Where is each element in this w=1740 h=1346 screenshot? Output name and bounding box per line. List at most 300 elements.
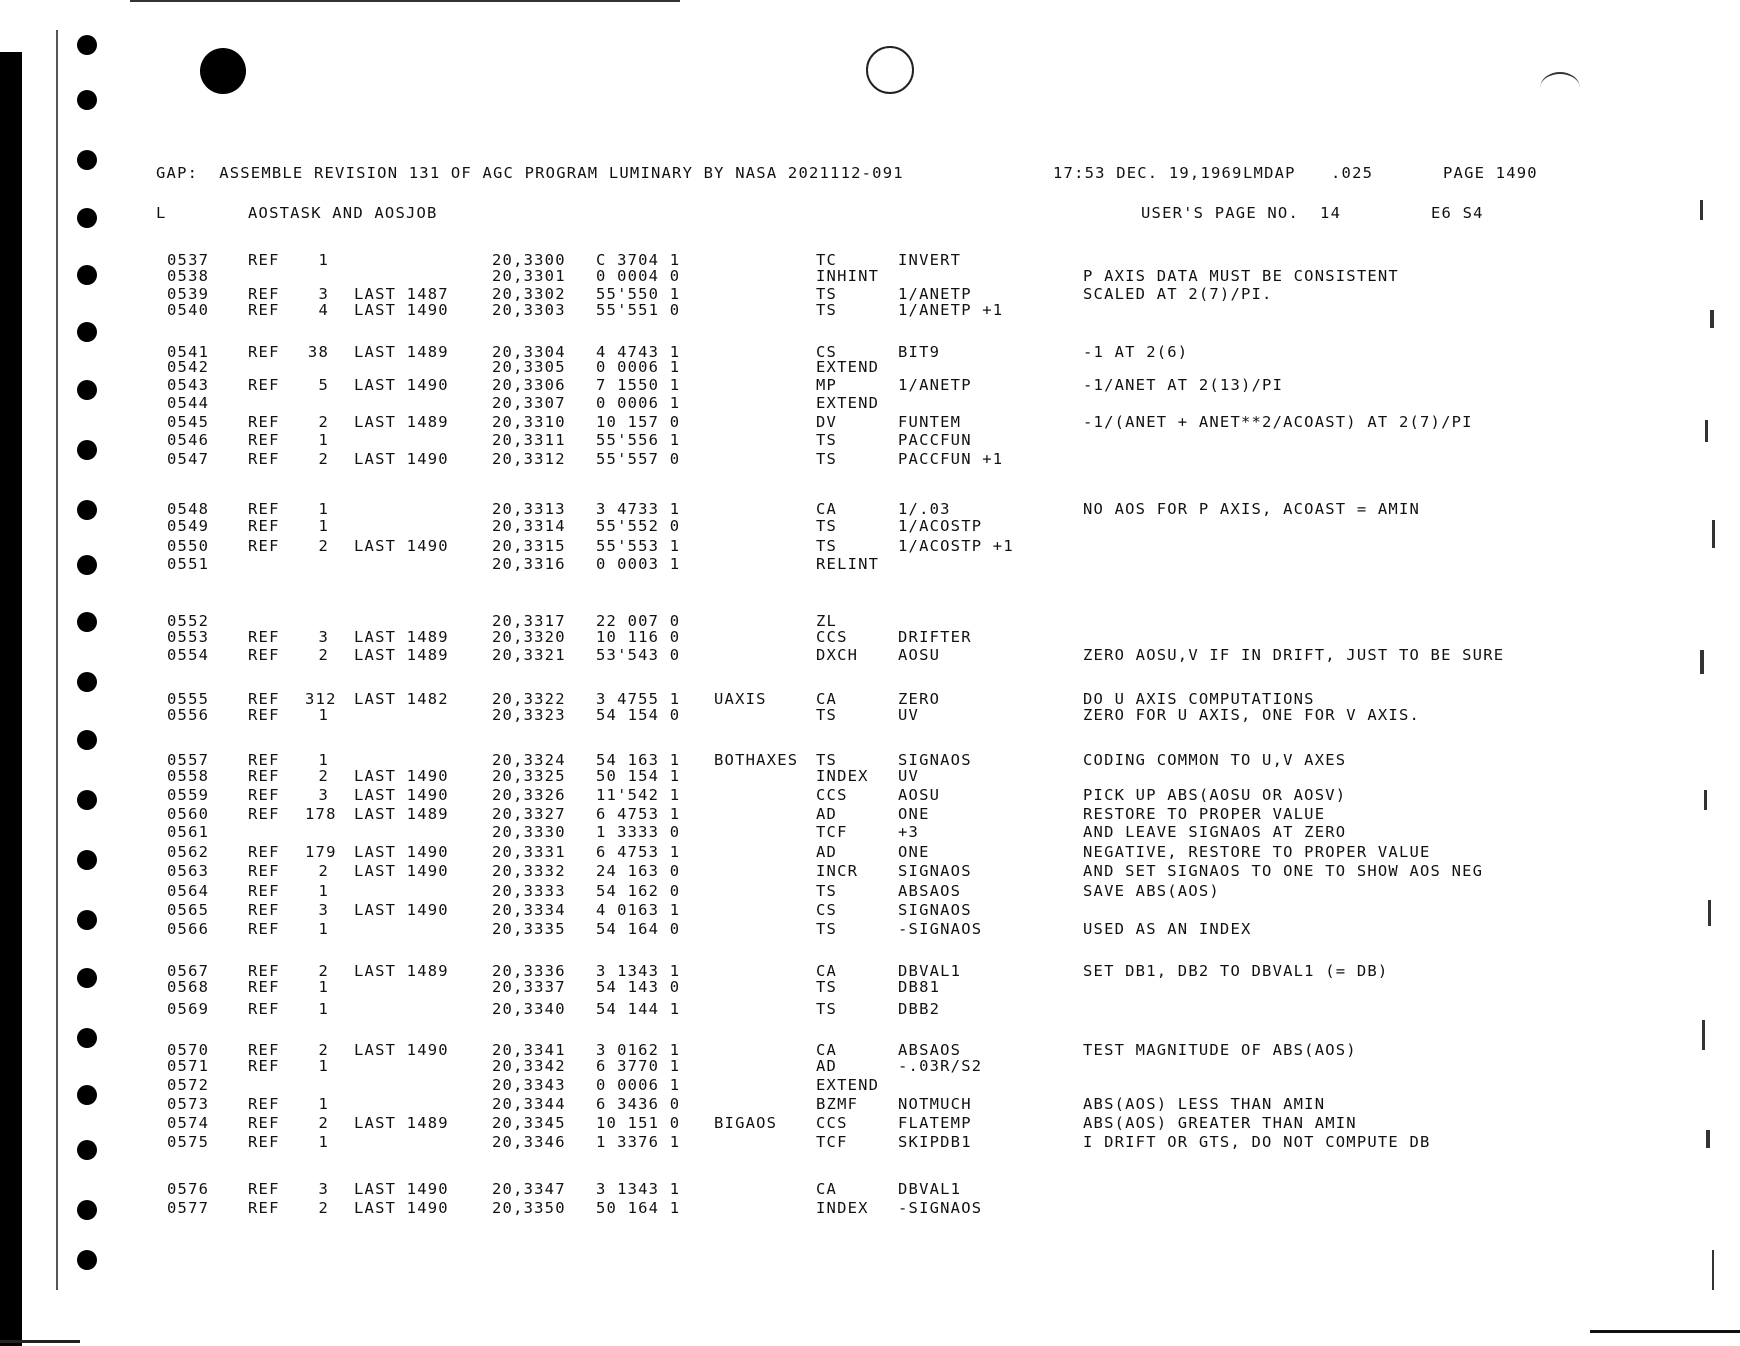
opcode: TS [816,706,838,724]
line-number: 0552 [167,612,210,630]
opcode: MP [816,376,838,394]
opcode: TS [816,751,838,769]
ref-count: 2 [318,450,329,468]
line-number: 0548 [167,500,210,518]
octal-code: 6 3436 0 [596,1095,681,1113]
line-number: 0544 [167,394,210,412]
listing-row [0,1180,1740,1198]
listing-row [0,1199,1740,1217]
operand: 1/ANETP [898,376,972,394]
octal-code: 6 4753 1 [596,843,681,861]
operand: DRIFTER [898,628,972,646]
line-number: 0543 [167,376,210,394]
address: 20,3320 [492,628,566,646]
octal-code: 3 1343 1 [596,1180,681,1198]
line-number: 0571 [167,1057,210,1075]
operand: BIT9 [898,343,941,361]
opcode: CS [816,343,838,361]
address: 20,3321 [492,646,566,664]
line-number: 0577 [167,1199,210,1217]
sheet-code: E6 S4 [1431,204,1484,222]
ref-tag: REF [248,751,280,769]
feed-hole [77,208,97,228]
ref-count: 4 [318,301,329,319]
line-number: 0554 [167,646,210,664]
opcode: DXCH [816,646,859,664]
address: 20,3316 [492,555,566,573]
octal-code: 22 007 0 [596,612,681,630]
ref-count: 5 [318,376,329,394]
line-number: 0550 [167,537,210,555]
ref-count: 1 [318,500,329,518]
last-page: LAST 1489 [354,962,449,980]
comment: P AXIS DATA MUST BE CONSISTENT [1083,267,1399,285]
comment: DO U AXIS COMPUTATIONS [1083,690,1315,708]
ref-count: 1 [318,1000,329,1018]
feed-hole [77,730,97,750]
ref-tag: REF [248,1095,280,1113]
ref-count: 1 [318,706,329,724]
address: 20,3315 [492,537,566,555]
top-rule [130,0,680,2]
ref-tag: REF [248,431,280,449]
octal-code: 54 163 1 [596,751,681,769]
listing-row [0,628,1740,646]
operand: +3 [898,823,920,841]
ref-tag: REF [248,1199,280,1217]
address: 20,3330 [492,823,566,841]
ref-tag: REF [248,450,280,468]
octal-code: 50 154 1 [596,767,681,785]
octal-code: 6 3770 1 [596,1057,681,1075]
listing-row [0,537,1740,555]
opcode: INCR [816,862,859,880]
ref-count: 1 [318,251,329,269]
operand: -SIGNAOS [898,1199,983,1217]
line-number: 0537 [167,251,210,269]
line-number: 0545 [167,413,210,431]
address: 20,3304 [492,343,566,361]
operand: ONE [898,843,930,861]
line-number: 0539 [167,285,210,303]
address: 20,3346 [492,1133,566,1151]
listing-row [0,805,1740,823]
scan-speck [1712,1250,1714,1290]
scan-speck [1700,200,1703,220]
opcode: TS [816,301,838,319]
comment: SAVE ABS(AOS) [1083,882,1220,900]
operand: SIGNAOS [898,751,972,769]
address: 20,3310 [492,413,566,431]
operand: FUNTEM [898,413,962,431]
operand: 1/ACOSTP [898,517,983,535]
address: 20,3336 [492,962,566,980]
operand: DBVAL1 [898,1180,962,1198]
line-number: 0551 [167,555,210,573]
last-page: LAST 1490 [354,1180,449,1198]
address: 20,3307 [492,394,566,412]
last-page: LAST 1490 [354,450,449,468]
operand: SIGNAOS [898,901,972,919]
address: 20,3327 [492,805,566,823]
address: 20,3344 [492,1095,566,1113]
listing-row [0,1095,1740,1113]
address: 20,3332 [492,862,566,880]
comment: I DRIFT OR GTS, DO NOT COMPUTE DB [1083,1133,1431,1151]
octal-code: 24 163 0 [596,862,681,880]
ref-count: 38 [307,343,329,361]
punch-hole-large [200,48,246,94]
line-number: 0569 [167,1000,210,1018]
ref-count: 2 [318,1114,329,1132]
line-number: 0570 [167,1041,210,1059]
ref-tag: REF [248,646,280,664]
ref-count: 2 [318,537,329,555]
ref-count: 1 [318,978,329,996]
ref-tag: REF [248,301,280,319]
operand: 1/ACOSTP +1 [898,537,1014,555]
ref-tag: REF [248,920,280,938]
octal-code: 53'543 0 [596,646,681,664]
ref-count: 2 [318,646,329,664]
octal-code: 4 0163 1 [596,901,681,919]
opcode: CA [816,962,838,980]
address: 20,3342 [492,1057,566,1075]
listing-row [0,394,1740,412]
ref-tag: REF [248,862,280,880]
address: 20,3325 [492,767,566,785]
listing-row [0,431,1740,449]
operand: ABSAOS [898,1041,962,1059]
last-page: LAST 1490 [354,767,449,785]
last-page: LAST 1490 [354,537,449,555]
operand: AOSU [898,646,941,664]
octal-code: 10 151 0 [596,1114,681,1132]
octal-code: 55'557 0 [596,450,681,468]
ref-tag: REF [248,1057,280,1075]
octal-code: 10 157 0 [596,413,681,431]
listing-row [0,500,1740,518]
opcode: CA [816,1041,838,1059]
opcode: EXTEND [816,1076,880,1094]
line-number: 0556 [167,706,210,724]
opcode: CCS [816,1114,848,1132]
octal-code: 3 0162 1 [596,1041,681,1059]
operand: PACCFUN [898,431,972,449]
opcode: TS [816,517,838,535]
last-page: LAST 1482 [354,690,449,708]
opcode: TCF [816,823,848,841]
opcode: RELINT [816,555,880,573]
opcode: DV [816,413,838,431]
opcode: TC [816,251,838,269]
opcode: CA [816,500,838,518]
listing-row [0,358,1740,376]
ref-count: 1 [318,1057,329,1075]
address: 20,3305 [492,358,566,376]
scan-mark-arc [1540,72,1580,104]
listing-row [0,767,1740,785]
ref-count: 3 [318,628,329,646]
octal-code: 55'552 0 [596,517,681,535]
ref-tag: REF [248,251,280,269]
listing-row [0,882,1740,900]
octal-code: 55'551 0 [596,301,681,319]
octal-code: 1 3376 1 [596,1133,681,1151]
ref-tag: REF [248,805,280,823]
address: 20,3323 [492,706,566,724]
version-tag: .025 [1331,164,1374,182]
address: 20,3312 [492,450,566,468]
octal-code: 0 0003 1 [596,555,681,573]
ref-tag: REF [248,285,280,303]
octal-code: 10 116 0 [596,628,681,646]
feed-hole [77,322,97,342]
opcode: CS [816,901,838,919]
ref-tag: REF [248,1114,280,1132]
ref-tag: REF [248,1133,280,1151]
opcode: ZL [816,612,838,630]
comment: USED AS AN INDEX [1083,920,1252,938]
ref-count: 2 [318,862,329,880]
ref-count: 1 [318,920,329,938]
address: 20,3313 [492,500,566,518]
line-number: 0559 [167,786,210,804]
last-page: LAST 1490 [354,376,449,394]
line-number: 0541 [167,343,210,361]
listing-row [0,1114,1740,1132]
comment: SCALED AT 2(7)/PI. [1083,285,1273,303]
octal-code: 3 4755 1 [596,690,681,708]
line-number: 0562 [167,843,210,861]
ref-count: 1 [318,882,329,900]
opcode: TS [816,450,838,468]
octal-code: C 3704 1 [596,251,681,269]
address: 20,3306 [492,376,566,394]
octal-code: 54 143 0 [596,978,681,996]
last-page: LAST 1490 [354,843,449,861]
last-page: LAST 1489 [354,628,449,646]
comment: -1/(ANET + ANET**2/ACOAST) AT 2(7)/PI [1083,413,1473,431]
octal-code: 54 164 0 [596,920,681,938]
operand: UV [898,767,920,785]
listing-row [0,920,1740,938]
ref-tag: REF [248,882,280,900]
ref-tag: REF [248,786,280,804]
opcode: AD [816,843,838,861]
ref-count: 1 [318,751,329,769]
opcode: TS [816,920,838,938]
last-page: LAST 1490 [354,901,449,919]
last-page: LAST 1489 [354,646,449,664]
line-number: 0557 [167,751,210,769]
comment: TEST MAGNITUDE OF ABS(AOS) [1083,1041,1357,1059]
opcode: EXTEND [816,358,880,376]
octal-code: 55'550 1 [596,285,681,303]
ref-count: 3 [318,285,329,303]
operand: DBB2 [898,1000,941,1018]
opcode: AD [816,805,838,823]
operand: PACCFUN +1 [898,450,1004,468]
line-number: 0563 [167,862,210,880]
octal-code: 3 1343 1 [596,962,681,980]
ref-tag: REF [248,901,280,919]
comment: ZERO AOSU,V IF IN DRIFT, JUST TO BE SURE [1083,646,1505,664]
listing-row [0,843,1740,861]
listing-row [0,376,1740,394]
listing-row [0,786,1740,804]
ref-tag: REF [248,690,280,708]
users-page: USER'S PAGE NO. 14 [1141,204,1342,222]
line-number: 0549 [167,517,210,535]
address: 20,3337 [492,978,566,996]
octal-code: 7 1550 1 [596,376,681,394]
bottom-rule-left [0,1340,80,1343]
operand: 1/.03 [898,500,951,518]
listing-row [0,978,1740,996]
octal-code: 4 4743 1 [596,343,681,361]
feed-hole [77,35,97,55]
comment: AND SET SIGNAOS TO ONE TO SHOW AOS NEG [1083,862,1484,880]
listing-row [0,901,1740,919]
ref-count: 178 [305,805,337,823]
ref-count: 1 [318,1095,329,1113]
ref-tag: REF [248,500,280,518]
line-number: 0572 [167,1076,210,1094]
ref-count: 312 [305,690,337,708]
listing-row [0,517,1740,535]
address: 20,3326 [492,786,566,804]
ref-tag: REF [248,962,280,980]
ref-count: 1 [318,431,329,449]
octal-code: 50 164 1 [596,1199,681,1217]
ref-count: 2 [318,1199,329,1217]
symbol-label: UAXIS [714,690,767,708]
punch-hole-outline [866,46,914,94]
ref-count: 2 [318,962,329,980]
line-number: 0542 [167,358,210,376]
octal-code: 0 0004 0 [596,267,681,285]
ref-count: 1 [318,517,329,535]
line-number: 0564 [167,882,210,900]
line-number: 0568 [167,978,210,996]
symbol-label: BOTHAXES [714,751,799,769]
listing-row [0,301,1740,319]
comment: SET DB1, DB2 TO DBVAL1 (= DB) [1083,962,1389,980]
opcode: INHINT [816,267,880,285]
address: 20,3350 [492,1199,566,1217]
address: 20,3300 [492,251,566,269]
feed-hole [77,672,97,692]
last-page: LAST 1489 [354,413,449,431]
octal-code: 3 4733 1 [596,500,681,518]
address: 20,3347 [492,1180,566,1198]
line-number: 0576 [167,1180,210,1198]
line-number: 0558 [167,767,210,785]
address: 20,3301 [492,267,566,285]
ref-count: 3 [318,1180,329,1198]
octal-code: 55'556 1 [596,431,681,449]
comment: NEGATIVE, RESTORE TO PROPER VALUE [1083,843,1431,861]
comment: NO AOS FOR P AXIS, ACOAST = AMIN [1083,500,1421,518]
listing-row [0,1057,1740,1075]
comment: CODING COMMON TO U,V AXES [1083,751,1347,769]
address: 20,3335 [492,920,566,938]
operand: 1/ANETP [898,285,972,303]
address: 20,3340 [492,1000,566,1018]
opcode: EXTEND [816,394,880,412]
ref-count: 3 [318,901,329,919]
operand: DBVAL1 [898,962,962,980]
opcode: TS [816,431,838,449]
ref-tag: REF [248,1180,280,1198]
octal-code: 54 144 1 [596,1000,681,1018]
line-number: 0561 [167,823,210,841]
last-page: LAST 1489 [354,343,449,361]
section-title: AOSTASK AND AOSJOB [248,204,438,222]
operand: NOTMUCH [898,1095,972,1113]
listing-row [0,1133,1740,1151]
ref-tag: REF [248,978,280,996]
line-number: 0555 [167,690,210,708]
listing-row [0,450,1740,468]
address: 20,3345 [492,1114,566,1132]
address: 20,3343 [492,1076,566,1094]
address: 20,3311 [492,431,566,449]
operand: ONE [898,805,930,823]
ref-tag: REF [248,537,280,555]
octal-code: 54 154 0 [596,706,681,724]
octal-code: 55'553 1 [596,537,681,555]
timestamp: 17:53 DEC. 19,1969 [1053,164,1243,182]
comment: AND LEAVE SIGNAOS AT ZERO [1083,823,1347,841]
ref-tag: REF [248,413,280,431]
operand: UV [898,706,920,724]
lmdap-tag: LMDAP [1243,164,1296,182]
operand: INVERT [898,251,962,269]
last-page: LAST 1487 [354,285,449,303]
listing-row [0,706,1740,724]
opcode: BZMF [816,1095,859,1113]
operand: SKIPDB1 [898,1133,972,1151]
line-number: 0566 [167,920,210,938]
listing-row [0,1076,1740,1094]
operand: ABSAOS [898,882,962,900]
comment: -1 AT 2(6) [1083,343,1189,361]
listing-row [0,862,1740,880]
ref-count: 2 [318,413,329,431]
ref-tag: REF [248,517,280,535]
operand: DB81 [898,978,941,996]
opcode: TS [816,537,838,555]
ref-count: 2 [318,1041,329,1059]
operand: AOSU [898,786,941,804]
ref-count: 2 [318,767,329,785]
address: 20,3322 [492,690,566,708]
feed-hole [77,1250,97,1270]
listing-row [0,823,1740,841]
line-number: 0573 [167,1095,210,1113]
comment: PICK UP ABS(AOSU OR AOSV) [1083,786,1347,804]
ref-count: 179 [305,843,337,861]
line-number: 0574 [167,1114,210,1132]
line-number: 0567 [167,962,210,980]
address: 20,3324 [492,751,566,769]
line-number: 0565 [167,901,210,919]
feed-hole [77,90,97,110]
program-title: GAP: ASSEMBLE REVISION 131 OF AGC PROGRAM LUMINARY BY NASA 2021112-091 [156,164,904,182]
address: 20,3303 [492,301,566,319]
